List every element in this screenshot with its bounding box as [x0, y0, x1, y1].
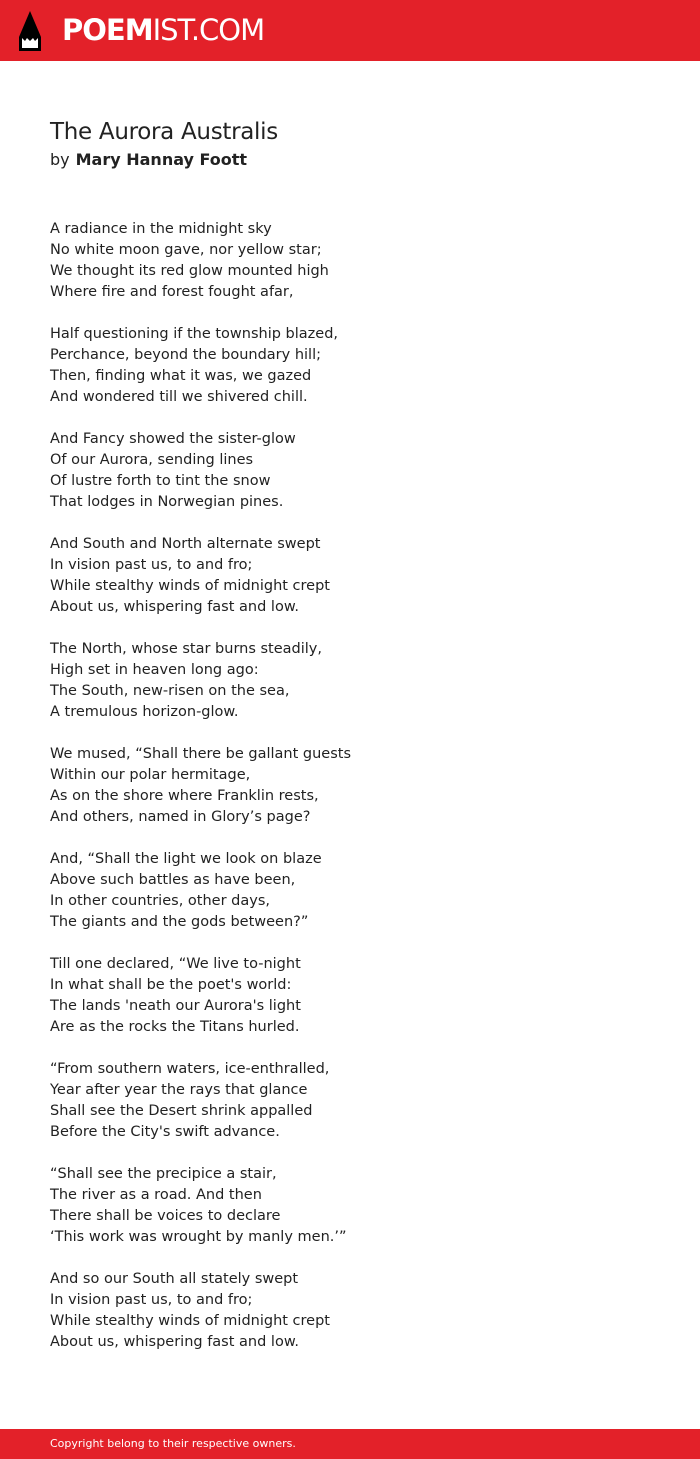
- site-header: [0, 0, 700, 61]
- poem-stanza: [50, 429, 650, 513]
- poem-stanza: [50, 534, 650, 618]
- poem-line: While stealthy winds of midnight crept: [50, 1313, 330, 1329]
- poem-line: Shall see the Desert shrink appalled: [50, 1103, 313, 1119]
- poem-line: “Shall see the precipice a stair,: [50, 1166, 277, 1182]
- poem-line: Half questioning if the township blazed,: [50, 326, 339, 342]
- poem-line: In other countries, other days,: [50, 893, 270, 909]
- poem-line: Till one declared, “We live to-night: [50, 956, 301, 972]
- poem-line: A radiance in the midnight sky: [50, 221, 272, 237]
- poem-line: The North, whose star burns steadily,: [50, 641, 323, 657]
- poem-line: Before the City's swift advance.: [50, 1124, 280, 1140]
- poem-stanza: [50, 744, 650, 828]
- site-logo[interactable]: [62, 12, 264, 48]
- poem-line: The lands 'neath our Aurora's light: [50, 998, 301, 1014]
- poem-line: And so our South all stately swept: [50, 1271, 299, 1287]
- poem-line: The South, new-risen on the sea,: [50, 683, 290, 699]
- poem-line: In what shall be the poet's world:: [50, 977, 292, 993]
- poem-line: We mused, “Shall there be gallant guests: [50, 746, 352, 762]
- poem-line: While stealthy winds of midnight crept: [50, 578, 330, 594]
- poem-line: About us, whispering fast and low.: [50, 1334, 299, 1350]
- poem-line: High set in heaven long ago:: [50, 662, 259, 678]
- poem-title: The Aurora Australis: [50, 119, 278, 145]
- poem-line: Are as the rocks the Titans hurled.: [50, 1019, 300, 1035]
- poem-line: Within our polar hermitage,: [50, 767, 251, 783]
- poem-stanza: [50, 954, 650, 1038]
- copyright-text: Copyright belong to their respective owners.: [50, 1437, 296, 1450]
- poem-stanza: [50, 849, 650, 933]
- poem-line: A tremulous horizon-glow.: [50, 704, 239, 720]
- by-label: by: [50, 150, 70, 169]
- poem-line: In vision past us, to and fro;: [50, 557, 253, 573]
- poem-line: No white moon gave, nor yellow star;: [50, 242, 322, 258]
- poem-line: And, “Shall the light we look on blaze: [50, 851, 322, 867]
- poem-byline: [50, 149, 247, 171]
- poem-stanza: [50, 1059, 650, 1143]
- poem-line: Of lustre forth to tint the snow: [50, 473, 271, 489]
- poem-line: ‘This work was wrought by manly men.’”: [50, 1229, 347, 1245]
- poem-line: And Fancy showed the sister-glow: [50, 431, 296, 447]
- poem-line: Above such battles as have been,: [50, 872, 296, 888]
- poem-line: Perchance, beyond the boundary hill;: [50, 347, 321, 363]
- poem-line: About us, whispering fast and low.: [50, 599, 299, 615]
- poem-line: The river as a road. And then: [50, 1187, 262, 1203]
- poem-line: Year after year the rays that glance: [50, 1082, 308, 1098]
- poem-line: That lodges in Norwegian pines.: [50, 494, 284, 510]
- poem-stanza: [50, 639, 650, 723]
- poem-line: There shall be voices to declare: [50, 1208, 281, 1224]
- poem-author: Mary Hannay Foott: [75, 150, 248, 169]
- pen-nib-icon[interactable]: [17, 10, 43, 52]
- poem-line: Of our Aurora, sending lines: [50, 452, 254, 468]
- poem-stanza: [50, 1269, 650, 1353]
- poem-line: The giants and the gods between?”: [50, 914, 309, 930]
- poem-line: And wondered till we shivered chill.: [50, 389, 308, 405]
- poem-stanza: [50, 324, 650, 408]
- poem-line: And South and North alternate swept: [50, 536, 321, 552]
- logo-bold-text: POEM: [62, 13, 153, 47]
- poem-line: Then, finding what it was, we gazed: [50, 368, 312, 384]
- poem-line: As on the shore where Franklin rests,: [50, 788, 319, 804]
- poem-body: [50, 219, 650, 1374]
- poem-line: And others, named in Glory’s page?: [50, 809, 311, 825]
- site-footer: [0, 1429, 700, 1459]
- logo-light-text: IST.COM: [152, 13, 265, 47]
- poem-line: We thought its red glow mounted high: [50, 263, 329, 279]
- poem-line: In vision past us, to and fro;: [50, 1292, 253, 1308]
- poem-stanza: [50, 219, 650, 303]
- poem-stanza: [50, 1164, 650, 1248]
- poem-line: “From southern waters, ice-enthralled,: [50, 1061, 330, 1077]
- poem-line: Where fire and forest fought afar,: [50, 284, 294, 300]
